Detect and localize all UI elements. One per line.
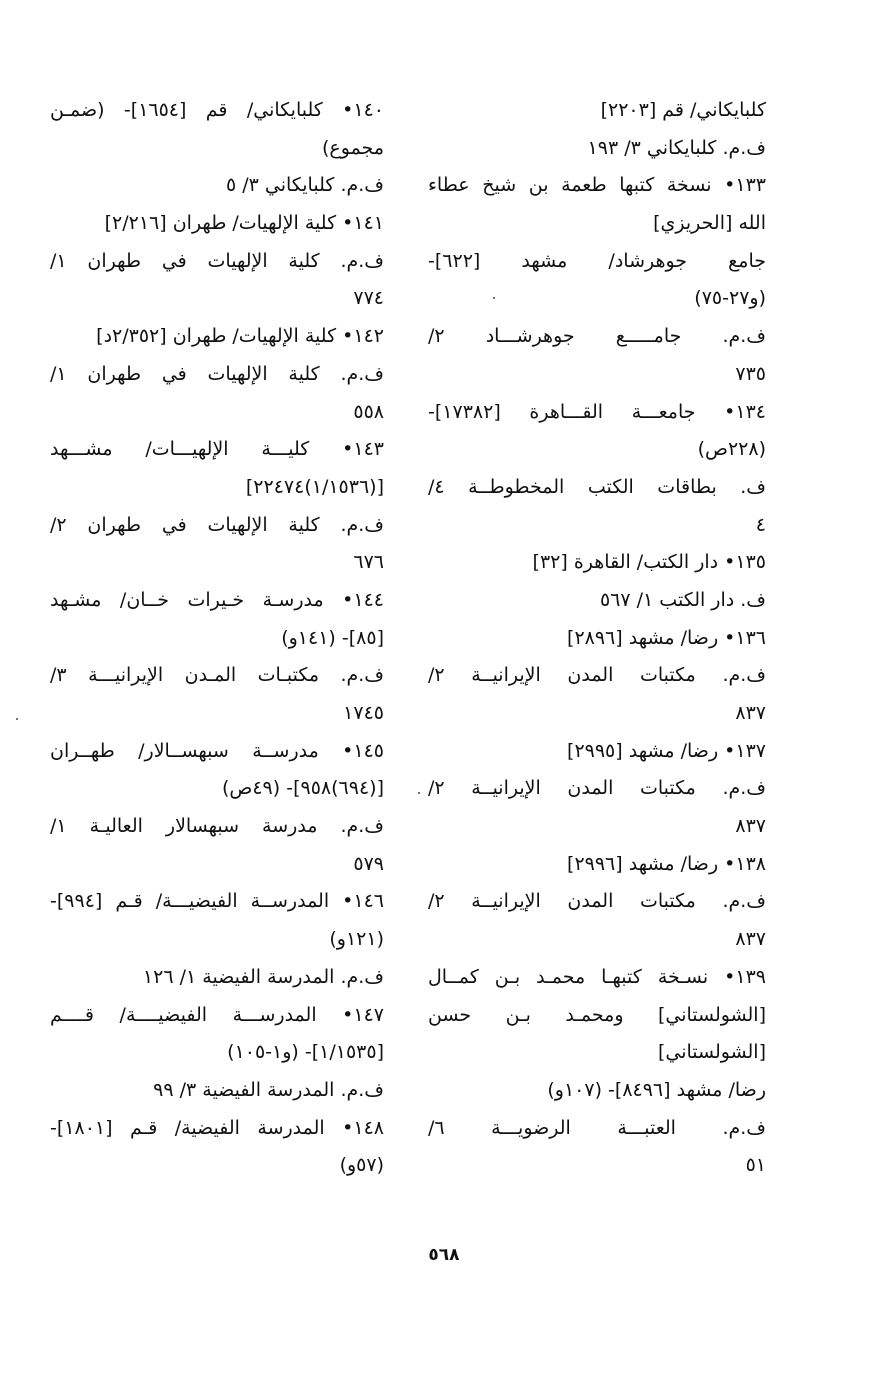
left-column-line: مجموع) [322,136,384,159]
page-number: ٥٦٨ [428,1245,460,1265]
right-column-line: (٢٢٨ص) [697,438,766,461]
left-column-line: ١٤١• كلية الإلهيات/ طهران [٢/٢١٦] [104,212,384,235]
left-column-line: ١٤٧• المدرســـة الفيضيــــة/ قــــم [50,1003,384,1026]
left-column-line: ٧٧٤ [353,287,384,310]
right-column-line: ١٣٥• دار الكتب/ القاهرة [٣٢] [532,551,766,574]
right-column-line: ف.م. مكتبات المدن الإيرانيــة ٢/ [428,777,766,800]
right-column-line: جامع جوهرشاد/ مشهد [٦٢٢]- [428,249,766,272]
left-column-line: (١٢١و) [329,928,384,951]
right-column-line: ١٣٩• نسـخة كتبهـا محمـد بـن كمــال [428,965,766,988]
left-column-line: ف.م. كلية الإلهيات في طهران ٢/ [50,513,384,536]
right-column-line: ٨٣٧ [735,928,766,951]
left-column-line: ٦٧٦ [353,551,384,574]
right-column-line: كلبايكاني/ قم [٢٢٠٣] [600,99,766,121]
left-column-line: ف.م. كلية الإلهيات في طهران ١/ [50,249,384,272]
left-column-line: ف.م. كلية الإلهيات في طهران ١/ [50,362,384,385]
scan-speck [418,792,420,794]
left-column-line: ١٤٢• كلية الإلهيات/ طهران [٢/٣٥٢د] [96,325,384,348]
right-column-line: ف.م. مكتبات المدن الإيرانيــة ٢/ [428,890,766,913]
right-column-line: (و٢٧-٧٥) [694,287,766,310]
left-column-line: ١٤٥• مدرســة سبهســالار/ طهــران [50,739,384,762]
right-column-line: ٤ [755,513,766,536]
left-column-line: ٥٧٩ [353,852,384,875]
left-column-line: ١٤٤• مدرسـة خـيرات خــان/ مشـهد [50,588,384,611]
left-column-line: [٨٥]- (١٤١و) [281,626,384,649]
left-column-line: ١٤٦• المدرســة الفيضيـــة/ قـم [٩٩٤]- [50,890,384,913]
right-column-line: رضا/ مشهد [٨٤٩٦]- (١٠٧و) [547,1078,766,1101]
right-column-line: ٥١ [745,1154,766,1177]
right-column-line: ١٣٤• جامعـــة القـــاهرة [١٧٣٨٢]- [428,400,766,423]
left-column-line: ١٤٨• المدرسة الفيضية/ قـم [١٨٠١]- [50,1116,384,1139]
right-column-line: ٧٣٥ [735,362,766,385]
right-column-line: [الشولستاني] ومحمـد بـن حسن [428,1003,766,1026]
scan-speck [493,297,495,299]
right-column-line: ف. دار الكتب ١/ ٥٦٧ [599,588,766,611]
scan-speck [16,718,18,720]
right-column-line: ف.م. مكتبات المدن الإيرانيــة ٢/ [428,664,766,687]
right-column-line: ٨٣٧ [735,702,766,724]
right-column-line: ١٣٧• رضا/ مشهد [٢٩٩٥] [567,739,766,762]
right-column-line: ف.م. العتبـــة الرضويـــة ٦/ [428,1116,766,1139]
left-column-line: [(٦٩٤)٩٥٨]- (٤٩ص) [221,777,384,800]
left-column-line: ف.م. مدرسة سبهسالار العاليـة ١/ [50,815,384,838]
left-column-line: ف.م. مكتبـات المـدن الإيرانيـــة ٣/ [50,664,384,687]
left-column-line: ١٤٣• كليـــة الإلهيـــات/ مشـــهد [50,438,384,461]
right-column-line: ١٣٣• نسخة كتبها طعمة بن شيخ عطاء [428,174,766,197]
left-column-line: (٥٧و) [339,1154,384,1177]
right-column [428,92,766,1185]
left-column-line: [١/١٥٣٥]- (و١-١٠٥) [227,1041,384,1064]
right-column-line: [الشولستاني] [657,1041,766,1064]
left-column-line: [(١/١٥٣٦)٢٢٤٧٤] [245,475,384,498]
right-column-line: ف.م. كلبايكاني ٣/ ١٩٣ [587,136,766,159]
right-column-line: ف. بطاقات الكتب المخطوطــة ٤/ [428,475,766,498]
left-column-line: ف.م. المدرسة الفيضية ٣/ ٩٩ [153,1078,384,1101]
right-column-line: الله [الحريزي] [653,212,766,235]
left-column-line: ف.م. كلبايكاني ٣/ ٥ [225,174,384,197]
right-column-line: ف.م. جامـــــع جوهرشـــاد ٢/ [428,325,766,348]
right-column-line: ٨٣٧ [735,815,766,838]
left-column-line: ١٧٤٥ [343,702,384,724]
left-column [50,92,384,1185]
right-column-line: ١٣٨• رضا/ مشهد [٢٩٩٦] [567,852,766,875]
left-column-line: ١٤٠• كلبايكاني/ قم [١٦٥٤]- (ضمـن [50,99,384,121]
left-column-line: ف.م. المدرسة الفيضية ١/ ١٢٦ [142,965,384,988]
left-column-line: ٥٥٨ [353,400,384,423]
right-column-line: ١٣٦• رضا/ مشهد [٢٨٩٦] [567,626,766,649]
